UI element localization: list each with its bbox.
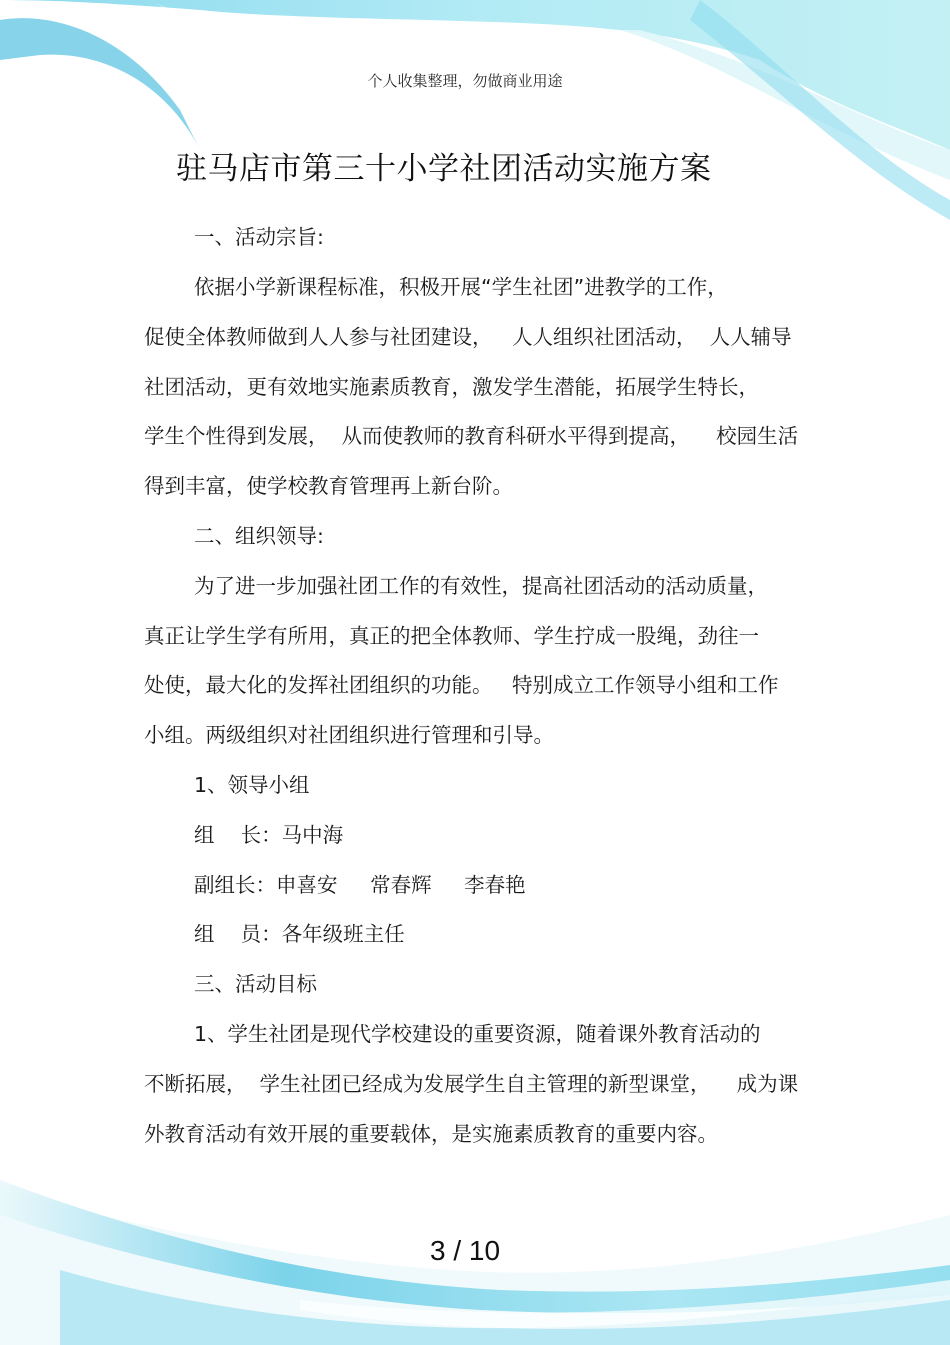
paragraph-line: 得到丰富，使学校教育管理再上新台阶。 — [144, 474, 513, 498]
member-line: 组 员：各年级班主任 — [194, 922, 405, 946]
paragraph-line: 学生个性得到发展， 从而使教师的教育科研水平得到提高， 校园生活 — [144, 424, 799, 448]
paragraph-line: 社团活动，更有效地实施素质教育，激发学生潜能，拓展学生特长， — [144, 375, 759, 399]
paragraph-line: 小组。两级组织对社团组织进行管理和引导。 — [144, 723, 554, 747]
subsection-heading: 1、领导小组 — [194, 773, 310, 797]
paragraph-line: 依据小学新课程标准，积极开展“学生社团”进教学的工作， — [194, 275, 728, 299]
paragraph-line: 真正让学生学有所用，真正的把全体教师、学生拧成一股绳，劲往一 — [144, 624, 759, 648]
member-line: 副组长：申喜安 常春辉 李春艳 — [194, 873, 526, 897]
section-heading: 一、活动宗旨: — [194, 225, 324, 249]
member-line: 组 长：马中海 — [194, 823, 344, 847]
paragraph-line: 处使，最大化的发挥社团组织的功能。 特别成立工作领导小组和工作 — [144, 673, 779, 697]
page-title: 驻马店市第三十小学社团活动实施方案 — [176, 151, 712, 187]
paragraph-line: 促使全体教师做到人人参与社团建设， 人人组织社团活动， 人人辅导 — [144, 325, 792, 349]
section-heading: 二、组织领导: — [194, 524, 324, 548]
paragraph-line: 为了进一步加强社团工作的有效性，提高社团活动的活动质量， — [194, 574, 768, 598]
paragraph-line: 不断拓展， 学生社团已经成为发展学生自主管理的新型课堂， 成为课 — [144, 1072, 799, 1096]
page-number: 3 / 10 — [429, 1235, 501, 1266]
paragraph-line: 1、学生社团是现代学校建设的重要资源，随着课外教育活动的 — [194, 1022, 761, 1046]
section-heading: 三、活动目标 — [194, 972, 317, 996]
paragraph-line: 外教育活动有效开展的重要载体，是实施素质教育的重要内容。 — [144, 1122, 718, 1146]
watermark: 个人收集整理，勿做商业用途 — [367, 72, 563, 90]
